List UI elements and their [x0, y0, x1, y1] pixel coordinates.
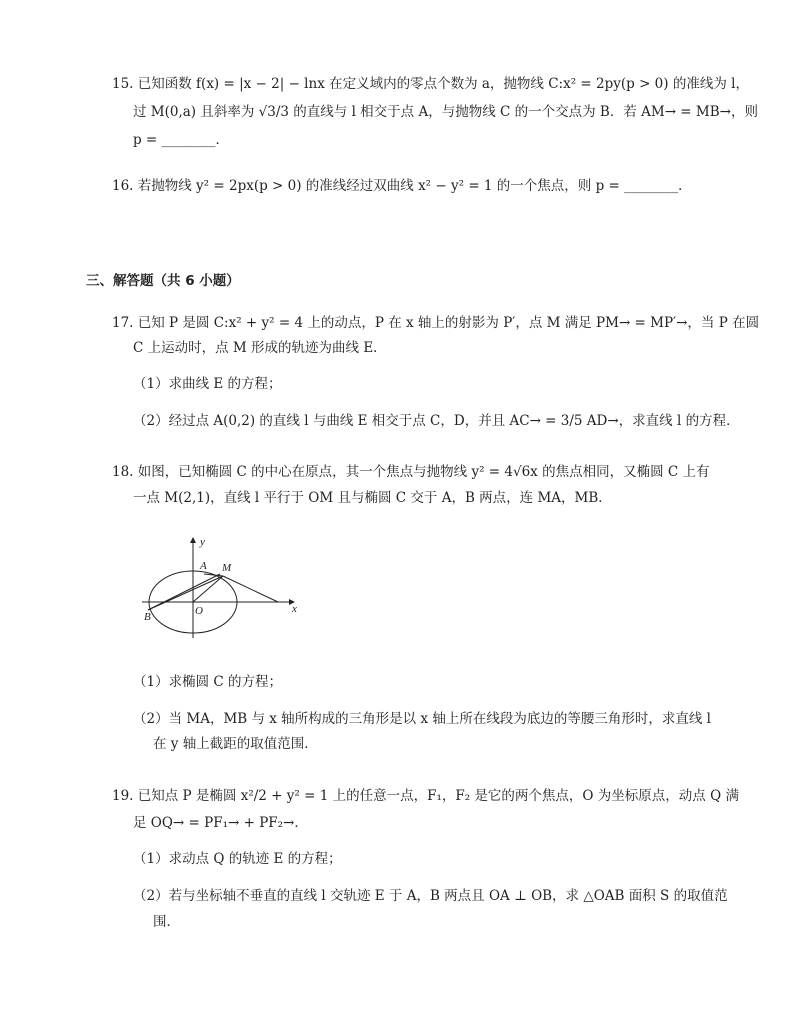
line-mb	[148, 576, 223, 610]
label-m: M	[222, 562, 232, 574]
label-a: A	[200, 560, 207, 572]
q18-line2: 一点 M(2,1)，直线 l 平行于 OM 且与椭圆 C 交于 A，B 两点，连 MA，MB．	[133, 490, 612, 506]
q19-part2b: 围．	[153, 914, 180, 930]
q18-part1: （1）求椭圆 C 的方程；	[133, 674, 283, 690]
q15-line3: p = ________．	[133, 132, 230, 148]
q18-part2a: （2）当 MA，MB 与 x 轴所构成的三角形是以 x 轴上所在线段为底边的等腰三角形时，求直线 l	[133, 711, 711, 727]
q17-part2: （2）经过点 A(0,2) 的直线 l 与曲线 E 相交于点 C，D，并且 AC→ = 3/5 AD→，求直线 l 的方程．	[133, 413, 740, 429]
label-y: y	[200, 536, 205, 548]
q18-part2b: 在 y 轴上截距的取值范围．	[153, 736, 318, 752]
ellipse-figure	[136, 534, 306, 644]
q17-line1: 17. 已知 P 是圆 C:x² + y² = 4 上的动点，P 在 x 轴上的射影为 P′，点 M 满足 PM→ = MP′→，当 P 在圆	[112, 315, 760, 331]
section-heading: 三、解答题（共 6 小题）	[86, 273, 240, 289]
q15-line2: 过 M(0,a) 且斜率为 √3/3 的直线与 l 相交于点 A，与抛物线 C 的一个交点为 B．若 AM→ = MB→，则	[133, 104, 758, 120]
q19-line1: 19. 已知点 P 是椭圆 x²/2 + y² = 1 上的任意一点，F₁，F₂ 是它的两个焦点，O 为坐标原点，动点 Q 满	[112, 788, 739, 804]
q18-line1: 18. 如图，已知椭圆 C 的中心在原点，其一个焦点与抛物线 y² = 4√6x 的焦点相同，又椭圆 C 上有	[112, 464, 710, 480]
label-b: B	[144, 611, 151, 623]
line-tangent	[223, 576, 278, 602]
q16-line1: 16. 若抛物线 y² = 2px(p > 0) 的准线经过双曲线 x² − y² = 1 的一个焦点，则 p = ________．	[112, 178, 692, 194]
q19-part1: （1）求动点 Q 的轨迹 E 的方程；	[133, 851, 342, 867]
q15-line1: 15. 已知函数 f(x) = |x − 2| − lnx 在定义域内的零点个数为 a，抛物线 C:x² = 2py(p > 0) 的准线为 l，	[112, 76, 749, 92]
label-o: O	[195, 605, 203, 617]
q19-line2: 足 OQ→ = PF₁→ + PF₂→．	[133, 815, 308, 831]
q19-part2a: （2）若与坐标轴不垂直的直线 l 交轨迹 E 于 A，B 两点且 OA ⊥ OB，求 △OAB 面积 S 的取值范	[133, 888, 728, 904]
label-x: x	[292, 603, 297, 615]
q17-line2: C 上运动时，点 M 形成的轨迹为曲线 E．	[133, 340, 387, 356]
q17-part1: （1）求曲线 E 的方程；	[133, 376, 282, 392]
